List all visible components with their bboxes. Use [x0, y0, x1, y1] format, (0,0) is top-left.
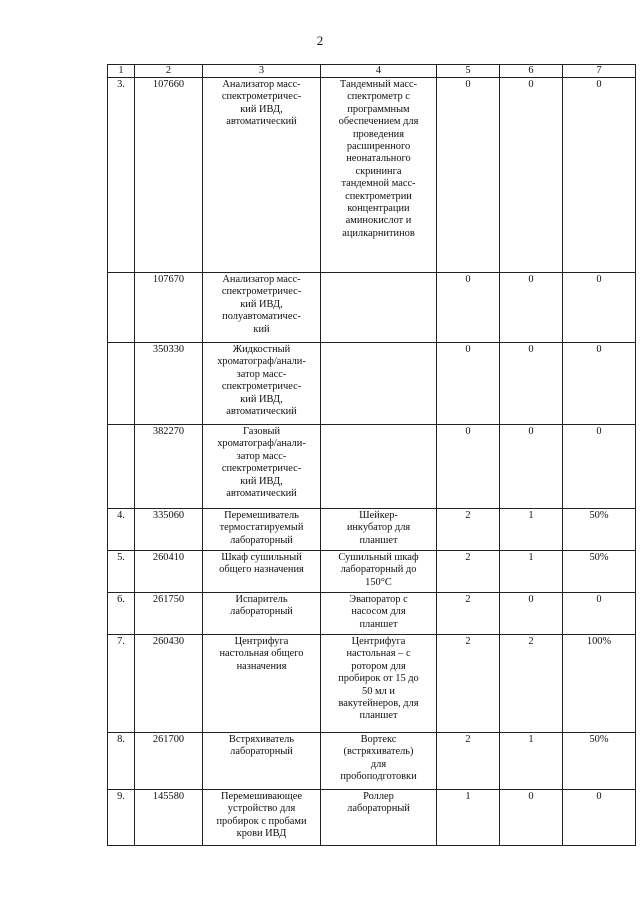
row-number: 9. [108, 790, 135, 846]
equipment-code: 107670 [135, 273, 203, 343]
equipment-name: Испаритель лабораторный [203, 593, 321, 635]
equipment-name: Газовый хроматограф/анали- затор масс- спектрометричес- кий ИВД, автоматический [203, 425, 321, 509]
column-7-value: 0 [563, 790, 636, 846]
equipment-table [107, 64, 636, 846]
equipment-description: Тандемный масс- спектрометр с программным обеспечением для проведения расширенного неонатального скрининга тандемной масс- спектрометрии концентрации аминокислот и ацилкарнитинов [321, 78, 437, 273]
column-6-value: 0 [500, 425, 563, 509]
column-6-value: 0 [500, 343, 563, 425]
column-6-value: 0 [500, 273, 563, 343]
column-7-value: 0 [563, 273, 636, 343]
equipment-code: 260430 [135, 635, 203, 733]
equipment-description: Роллер лабораторный [321, 790, 437, 846]
equipment-name: Встряхиватель лабораторный [203, 733, 321, 790]
column-5-value: 0 [437, 343, 500, 425]
equipment-code: 350330 [135, 343, 203, 425]
row-number: 8. [108, 733, 135, 790]
equipment-description [321, 425, 437, 509]
equipment-name: Перемешиватель термостатируемый лабораторный [203, 509, 321, 551]
equipment-name: Шкаф сушильный общего назначения [203, 551, 321, 593]
column-header: 7 [563, 65, 636, 78]
row-number: 4. [108, 509, 135, 551]
column-header: 5 [437, 65, 500, 78]
column-6-value: 0 [500, 790, 563, 846]
column-5-value: 0 [437, 425, 500, 509]
column-6-value: 1 [500, 551, 563, 593]
row-number [108, 343, 135, 425]
column-header: 6 [500, 65, 563, 78]
table-row [108, 790, 636, 846]
header-row [108, 65, 636, 78]
column-7-value: 0 [563, 343, 636, 425]
table-row [108, 551, 636, 593]
column-7-value: 50% [563, 551, 636, 593]
column-5-value: 2 [437, 551, 500, 593]
column-5-value: 2 [437, 593, 500, 635]
equipment-description [321, 273, 437, 343]
row-number: 5. [108, 551, 135, 593]
equipment-code: 261700 [135, 733, 203, 790]
equipment-code: 335060 [135, 509, 203, 551]
column-7-value: 50% [563, 733, 636, 790]
table-row [108, 78, 636, 273]
column-6-value: 0 [500, 78, 563, 273]
column-5-value: 0 [437, 273, 500, 343]
row-number: 3. [108, 78, 135, 273]
row-number [108, 273, 135, 343]
equipment-code: 145580 [135, 790, 203, 846]
column-header: 3 [203, 65, 321, 78]
column-header: 1 [108, 65, 135, 78]
column-5-value: 2 [437, 635, 500, 733]
table-row [108, 733, 636, 790]
column-header: 2 [135, 65, 203, 78]
column-7-value: 0 [563, 78, 636, 273]
equipment-code: 260410 [135, 551, 203, 593]
equipment-description [321, 343, 437, 425]
column-7-value: 50% [563, 509, 636, 551]
row-number [108, 425, 135, 509]
equipment-code: 261750 [135, 593, 203, 635]
equipment-description: Сушильный шкаф лабораторный до 150°C [321, 551, 437, 593]
table-row [108, 509, 636, 551]
equipment-name: Перемешивающее устройство для пробирок с пробами крови ИВД [203, 790, 321, 846]
equipment-name: Анализатор масс- спектрометричес- кий ИВД, полуавтоматичес- кий [203, 273, 321, 343]
equipment-code: 382270 [135, 425, 203, 509]
table-row [108, 635, 636, 733]
equipment-description: Центрифуга настольная – с ротором для пробирок от 15 до 50 мл и вакутейнеров, для планшет [321, 635, 437, 733]
column-6-value: 1 [500, 733, 563, 790]
table-row [108, 343, 636, 425]
table-row [108, 273, 636, 343]
table-row [108, 425, 636, 509]
column-5-value: 2 [437, 733, 500, 790]
column-header: 4 [321, 65, 437, 78]
column-7-value: 0 [563, 425, 636, 509]
column-7-value: 0 [563, 593, 636, 635]
equipment-description: Шейкер- инкубатор для планшет [321, 509, 437, 551]
column-6-value: 0 [500, 593, 563, 635]
column-6-value: 2 [500, 635, 563, 733]
page-number: 2 [316, 33, 324, 48]
row-number: 6. [108, 593, 135, 635]
equipment-code: 107660 [135, 78, 203, 273]
equipment-name: Центрифуга настольная общего назначения [203, 635, 321, 733]
column-5-value: 0 [437, 78, 500, 273]
column-5-value: 1 [437, 790, 500, 846]
equipment-name: Жидкостный хроматограф/анали- затор масс- спектрометричес- кий ИВД, автоматический [203, 343, 321, 425]
column-6-value: 1 [500, 509, 563, 551]
row-number: 7. [108, 635, 135, 733]
equipment-description: Эвапоратор с насосом для планшет [321, 593, 437, 635]
table-row [108, 593, 636, 635]
column-5-value: 2 [437, 509, 500, 551]
column-7-value: 100% [563, 635, 636, 733]
equipment-name: Анализатор масс- спектрометричес- кий ИВД, автоматический [203, 78, 321, 273]
equipment-description: Вортекс (встряхиватель) для пробоподготовки [321, 733, 437, 790]
